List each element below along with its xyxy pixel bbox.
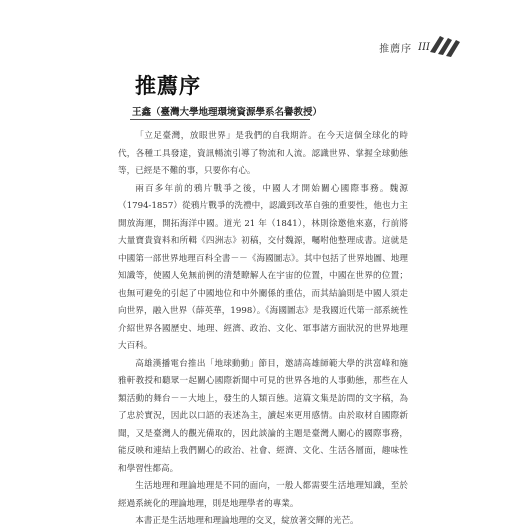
paragraph: 兩百多年前的鴉片戰爭之後，中國人才開始關心國際事務。魏源（1794-1857）從鴉片戰爭的洗禮中，認識到改革自強的重要性，他也力主開放海運，開拓海洋中國。道光 21 年（1841），林則徐邀他來嘉，行前將大量寶貴資料和所輯《四洲志》初稿，交付魏源，囑咐他整理成書。這就是中國第一部世界地理百科全書－－《海國圖志》。其中包括了世界地圖、地理知識等，使國人免無前例的清楚瞭解人在宇宙的位置，中國在世界的位置；也無可避免的引起了中國地位和中外關係的重估，而其結論則是中國人須走向世界，融入世界（薛英華，1998）。《海國圖志》是我國近代第一部系統性介紹世界各國歷史、地理、經濟、政治、文化、軍事諸方面狀況的世界地理大百科。 (118, 183, 408, 351)
page-number: III (418, 42, 430, 53)
paragraph: 「立足臺灣，放眼世界」是我們的自我期許。在今天這個全球化的時代，各種工具發達，資訊暢流引導了物流和人流。認識世界、掌握全球動態等，已經是不難的事，只要你有心。 (118, 131, 408, 176)
author-underline (130, 119, 310, 120)
running-head (379, 40, 430, 55)
chevron-ornament-icon (426, 26, 460, 60)
paragraph: 本書正是生活地理和理論地理的交叉，綻放著交輝的光芒。 (135, 516, 359, 526)
paragraph: 高雄漢播電台推出「地球動動」節目，邀請高雄師範大學的洪富峰和施雅軒教授和聽眾一起關心國際新聞中可見的世界各地的人事動態，那些在人類活動的舞台－－大地上，發生的人類百態。這篇文集是訪問的文字稿，為了忠於實況，因此以口語的表述為主，讀起來更用感情。由於取材自國際新聞，又是臺灣人的觀光備取的，因此談論的主題是臺灣人關心的國際事務，能反映和連結上我們關心的政治、社會、經濟、文化、生活各層面，趣味性和學習性都高。 (118, 358, 408, 474)
running-head-title: 推薦序 (379, 44, 413, 55)
page-title: 推薦序 (135, 74, 201, 98)
paragraph: 生活地理和理論地理是不同的面向，一般人都需要生活地理知識，至於經過系統化的理論地理，則是地理學者的專業。 (118, 481, 408, 509)
author-line: 王鑫（臺灣大學地理環境資源學系名譽教授） (132, 107, 323, 118)
body-text (118, 128, 408, 531)
